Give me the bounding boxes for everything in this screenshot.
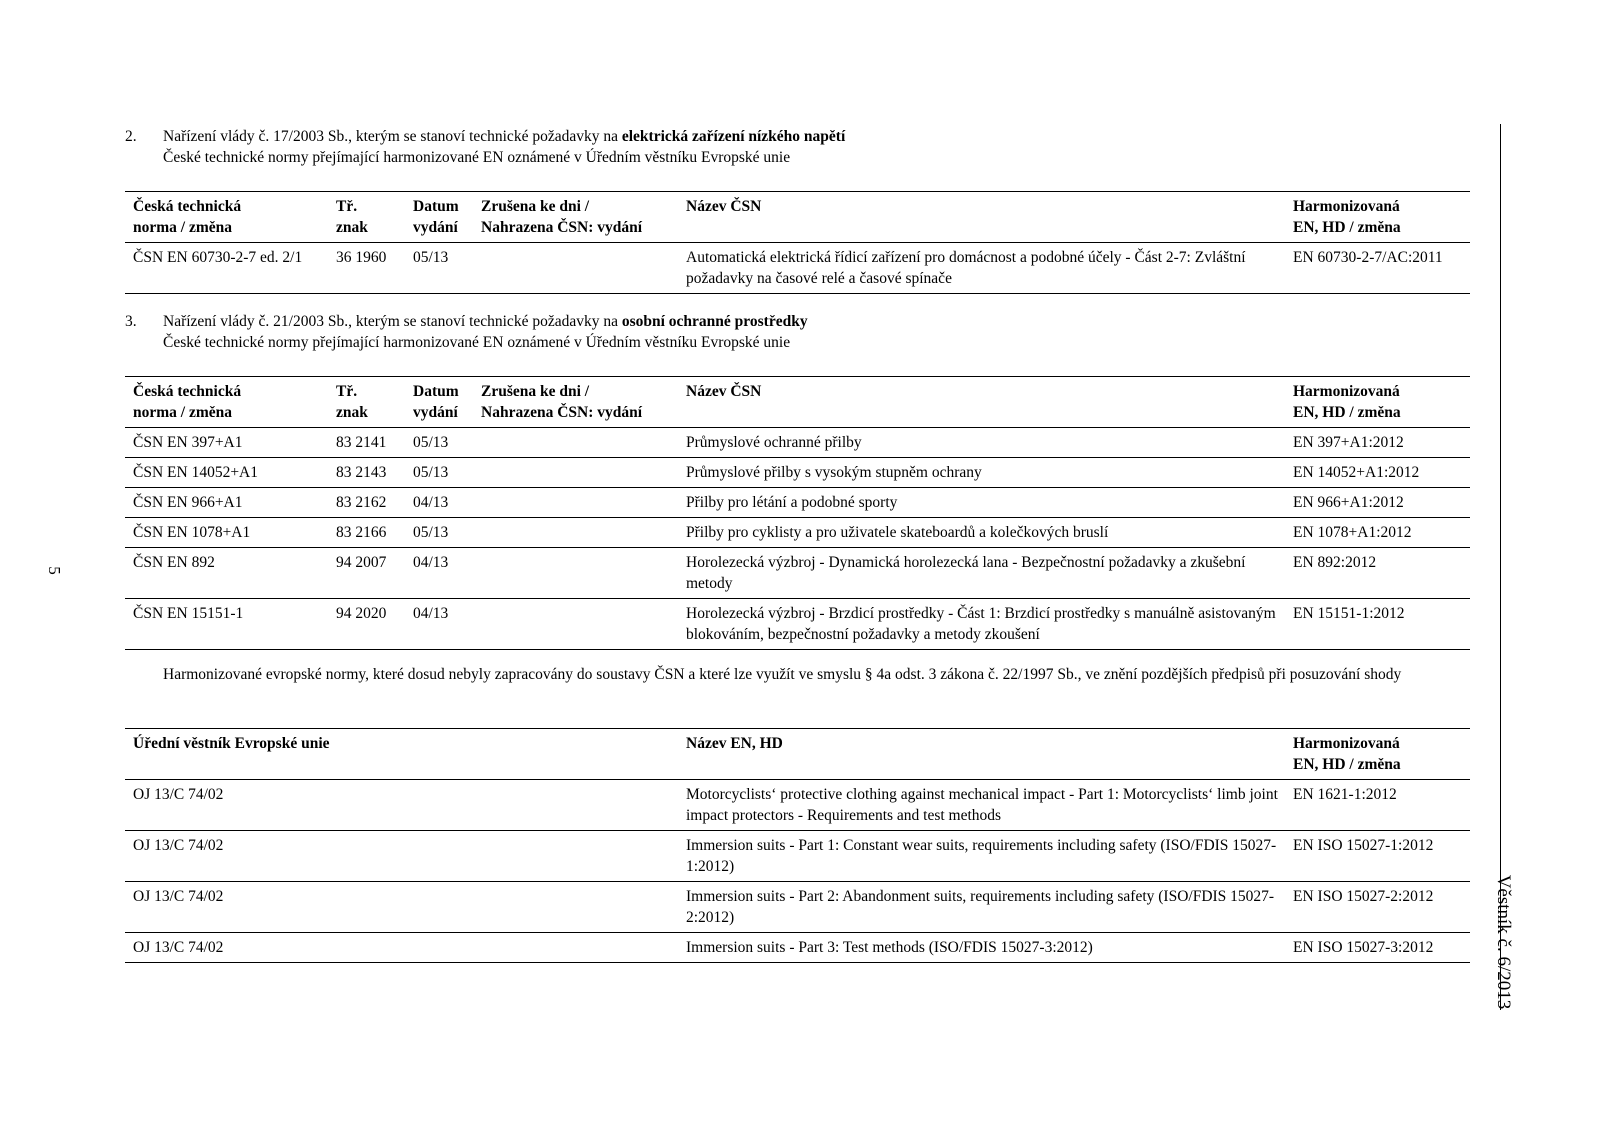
cell-datum: 05/13 xyxy=(405,243,473,294)
header-harmonizovana: Harmonizovaná EN, HD / změna xyxy=(1285,377,1470,428)
cell-norma: ČSN EN 14052+A1 xyxy=(125,458,328,488)
cell-nazev: Průmyslové ochranné přilby xyxy=(678,428,1285,458)
cell-nazev: Průmyslové přilby s vysokým stupněm ochrany xyxy=(678,458,1285,488)
standards-table-section-3 xyxy=(125,376,1470,650)
cell-zrusena xyxy=(473,243,678,294)
cell-oj: OJ 13/C 74/02 xyxy=(125,780,678,831)
header-zrusena: Zrušena ke dni / Nahrazena ČSN: vydání xyxy=(473,377,678,428)
section-subtitle: České technické normy přejímající harmonizované EN oznámené v Úředním věstníku Evropské unie xyxy=(163,149,791,166)
cell-oj: OJ 13/C 74/02 xyxy=(125,882,678,933)
table-row xyxy=(125,780,1470,831)
section-title-bold: osobní ochranné prostředky xyxy=(621,313,808,330)
header-znak: Tř. znak xyxy=(328,192,405,243)
cell-nazev: Immersion suits - Part 2: Abandonment suits, requirements including safety (ISO/FDIS 15027-2:2012) xyxy=(678,882,1285,933)
cell-zrusena xyxy=(473,518,678,548)
cell-harmonizovana: EN 14052+A1:2012 xyxy=(1285,458,1470,488)
header-nazev: Název ČSN xyxy=(678,377,1285,428)
cell-oj: OJ 13/C 74/02 xyxy=(125,831,678,882)
cell-harmonizovana: EN 1078+A1:2012 xyxy=(1285,518,1470,548)
section-number: 3. xyxy=(125,313,137,330)
cell-norma: ČSN EN 60730-2-7 ed. 2/1 xyxy=(125,243,328,294)
table-row xyxy=(125,599,1470,650)
cell-znak: 83 2166 xyxy=(328,518,405,548)
table-row xyxy=(125,831,1470,882)
section-title-text: Nařízení vlády č. 21/2003 Sb., kterým se stanoví technické požadavky na xyxy=(163,313,622,330)
cell-harmonizovana: EN 60730-2-7/AC:2011 xyxy=(1285,243,1470,294)
cell-znak: 36 1960 xyxy=(328,243,405,294)
header-datum: Datum vydání xyxy=(405,192,473,243)
cell-nazev: Horolezecká výzbroj - Brzdicí prostředky - Část 1: Brzdicí prostředky s manuálně asistovaným blokováním, bezpečnostní požadavky a metody zkoušení xyxy=(678,599,1285,650)
cell-norma: ČSN EN 966+A1 xyxy=(125,488,328,518)
table-row xyxy=(125,548,1470,599)
section-subtitle: České technické normy přejímající harmonizované EN oznámené v Úředním věstníku Evropské unie xyxy=(163,334,791,351)
header-norma: Česká technická norma / změna xyxy=(125,377,328,428)
cell-zrusena xyxy=(473,488,678,518)
cell-norma: ČSN EN 1078+A1 xyxy=(125,518,328,548)
header-harmonizovana: Harmonizovaná EN, HD / změna xyxy=(1285,729,1470,780)
cell-zrusena xyxy=(473,458,678,488)
section-number: 2. xyxy=(125,128,137,145)
header-oj: Úřední věstník Evropské unie xyxy=(125,729,678,780)
cell-nazev: Přilby pro létání a podobné sporty xyxy=(678,488,1285,518)
cell-znak: 94 2007 xyxy=(328,548,405,599)
cell-znak: 83 2141 xyxy=(328,428,405,458)
table-row xyxy=(125,428,1470,458)
cell-znak: 94 2020 xyxy=(328,599,405,650)
table-row xyxy=(125,882,1470,933)
table-row xyxy=(125,243,1470,294)
harmonized-note: Harmonizované evropské normy, které dosud nebyly zapracovány do soustavy ČSN a které lze využít ve smyslu § 4a odst. 3 zákona č. 22/1997 Sb., ve znění pozdějších předpisů při posuzování shody xyxy=(163,666,1402,683)
cell-harmonizovana: EN ISO 15027-1:2012 xyxy=(1285,831,1470,882)
section-3-heading xyxy=(125,311,808,353)
section-title-text: Nařízení vlády č. 17/2003 Sb., kterým se stanoví technické požadavky na xyxy=(163,128,622,145)
cell-zrusena xyxy=(473,428,678,458)
cell-datum: 05/13 xyxy=(405,458,473,488)
standards-table-section-2 xyxy=(125,191,1470,294)
cell-harmonizovana: EN 15151-1:2012 xyxy=(1285,599,1470,650)
cell-datum: 04/13 xyxy=(405,488,473,518)
table-row xyxy=(125,458,1470,488)
cell-norma: ČSN EN 892 xyxy=(125,548,328,599)
table-row xyxy=(125,488,1470,518)
cell-zrusena xyxy=(473,548,678,599)
cell-harmonizovana: EN 966+A1:2012 xyxy=(1285,488,1470,518)
cell-oj: OJ 13/C 74/02 xyxy=(125,933,678,963)
cell-norma: ČSN EN 15151-1 xyxy=(125,599,328,650)
cell-nazev: Immersion suits - Part 3: Test methods (ISO/FDIS 15027-3:2012) xyxy=(678,933,1285,963)
table-row xyxy=(125,518,1470,548)
table-header-row xyxy=(125,729,1470,780)
cell-nazev: Automatická elektrická řídicí zařízení pro domácnost a podobné účely - Část 2-7: Zvláštní požadavky na časové relé a časové spínače xyxy=(678,243,1285,294)
cell-datum: 04/13 xyxy=(405,548,473,599)
cell-datum: 05/13 xyxy=(405,428,473,458)
eu-journal-table xyxy=(125,728,1470,963)
cell-harmonizovana: EN 1621-1:2012 xyxy=(1285,780,1470,831)
header-nazev-en: Název EN, HD xyxy=(678,729,1285,780)
table-header-row xyxy=(125,377,1470,428)
cell-znak: 83 2162 xyxy=(328,488,405,518)
header-harmonizovana: Harmonizovaná EN, HD / změna xyxy=(1285,192,1470,243)
cell-nazev: Horolezecká výzbroj - Dynamická horolezecká lana - Bezpečnostní požadavky a zkušební metody xyxy=(678,548,1285,599)
header-znak: Tř. znak xyxy=(328,377,405,428)
table-header-row xyxy=(125,192,1470,243)
table-row xyxy=(125,933,1470,963)
cell-harmonizovana: EN 397+A1:2012 xyxy=(1285,428,1470,458)
header-norma: Česká technická norma / změna xyxy=(125,192,328,243)
cell-nazev: Přilby pro cyklisty a pro uživatele skateboardů a kolečkových bruslí xyxy=(678,518,1285,548)
header-zrusena: Zrušena ke dni / Nahrazena ČSN: vydání xyxy=(473,192,678,243)
cell-harmonizovana: EN ISO 15027-3:2012 xyxy=(1285,933,1470,963)
cell-zrusena xyxy=(473,599,678,650)
header-nazev: Název ČSN xyxy=(678,192,1285,243)
cell-nazev: Motorcyclists‘ protective clothing against mechanical impact - Part 1: Motorcyclists‘ limb joint impact protectors - Requirements and test methods xyxy=(678,780,1285,831)
cell-norma: ČSN EN 397+A1 xyxy=(125,428,328,458)
page-number: 5 xyxy=(44,566,64,575)
cell-datum: 04/13 xyxy=(405,599,473,650)
cell-nazev: Immersion suits - Part 1: Constant wear suits, requirements including safety (ISO/FDIS 15027-1:2012) xyxy=(678,831,1285,882)
journal-title: Věstník č. 6/2013 xyxy=(1493,874,1514,1010)
section-2-heading xyxy=(125,126,845,168)
cell-znak: 83 2143 xyxy=(328,458,405,488)
header-datum: Datum vydání xyxy=(405,377,473,428)
section-title-bold: elektrická zařízení nízkého napětí xyxy=(621,128,846,145)
cell-harmonizovana: EN 892:2012 xyxy=(1285,548,1470,599)
cell-harmonizovana: EN ISO 15027-2:2012 xyxy=(1285,882,1470,933)
cell-datum: 05/13 xyxy=(405,518,473,548)
